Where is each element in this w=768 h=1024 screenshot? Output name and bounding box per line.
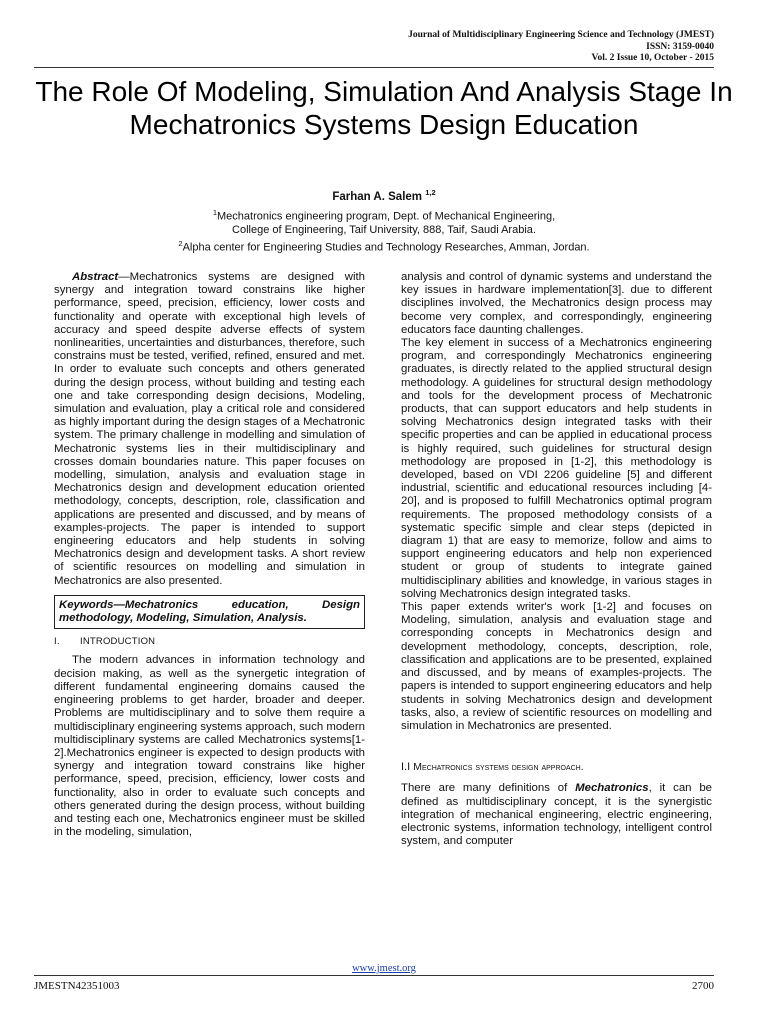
keywords-text: Keywords—Mechatronics education, Design methodology, Modeling, Simulation, Analysis.	[59, 598, 360, 625]
subsection-title: Mechatronics systems design approach.	[413, 761, 584, 774]
journal-volume: Vol. 2 Issue 10, October - 2015	[591, 53, 714, 63]
affiliation-1-superscript: 1	[212, 207, 218, 217]
section-heading-introduction	[54, 635, 365, 648]
author-block	[34, 186, 734, 255]
abstract-dash: —	[118, 271, 130, 283]
abstract-label: Abstract	[72, 271, 119, 283]
journal-header	[214, 30, 714, 65]
emphasized-term: Mechatronics	[575, 782, 649, 795]
introduction-paragraph-1: The modern advances in information technology and decision making, as well as the synergetic integration of different fundamental engineering domains caused the engineering problems to get harder, broader and deeper. Problems are multidisciplinary and to solve them require a multidisciplinary engineering systems approach, such modern multidisciplinary systems are called Mechatronics systems[1-2].Mechatronics engineer is expected to design products with synergy and integration toward constrains like higher performance, speed, precision, efficiency, lower costs and functionality, also in order to evaluate such concepts and others generated during the design process, without building and testing each one, Mechatronics engineer must be skilled in the modeling, simulation,	[54, 654, 365, 839]
left-column	[54, 271, 365, 839]
affiliation-2-superscript: 2	[178, 239, 183, 249]
footer-divider	[34, 975, 714, 976]
subsection-heading	[401, 761, 712, 774]
author-superscript: 1,2	[425, 188, 436, 197]
author-name-line	[34, 186, 734, 204]
right-paragraph-4	[401, 782, 712, 848]
abstract-text: Mechatronics systems are designed with synergy and integration toward constrains like higher performance, speed, precision, efficiency, lower costs and functionality and operate with exceptional high levels of accuracy and speed despite adverse effects of system nonlinearities, uncertainties and disturbances, therefore, such constrains must be tested, verified, refined, ensured and met. In order to evaluate such concepts and others generated during the design process, without building and testing each one and take corresponding design decisions, Modeling, simulation and evaluation, play a critical role and considered as highly important during the design stages of a Mechatronic system. The primary challenge in modelling and simulation of Mechatronic systems lies in their multidisciplinary and crosses domain boundaries nature. This paper focuses on modelling, simulation, analysis and evaluation stage in Mechatronics design and development education oriented methodology, concepts, description, role, classification and applications are presented and discussed, and by means of examples-projects. The paper is intended to support engineering educators and help students in solving Mechatronics design and development tasks. A short review of scientific resources on modelling and simulation in Mechatronics are also presented.	[54, 271, 365, 587]
affiliation-1-line-1	[34, 206, 734, 224]
affiliation-2-text: Alpha center for Engineering Studies and Technology Researches, Amman, Jordan.	[182, 242, 590, 255]
section-title: INTRODUCTION	[80, 636, 156, 648]
right-paragraph-3: This paper extends writer's work [1-2] and focuses on Modeling, simulation, analysis and evaluation stage and corresponding concepts in Mechatronics design and development methodology, concepts, description, role, classification and applications are to be presented, explained and discussed, and by means of examples-projects. The papers is intended to support engineering educators and help students in solving Mechatronics design and development tasks, also, a review of scientific resources on modelling and simulation in Mechatronics are presented.	[401, 601, 712, 732]
subsection-number: I.I	[401, 761, 411, 774]
keywords-box	[54, 595, 365, 629]
affiliation-1-text: Mechatronics engineering program, Dept. of Mechanical Engineering,	[217, 210, 556, 223]
right-paragraph-1: analysis and control of dynamic systems and understand the key issues in hardware implementation[3]. due to different disciplines involved, the Mechatronics design process may become very complex, and correspondingly, engineering educators face daunting challenges.	[401, 271, 712, 336]
paragraph-4-rest: , it can be defined as multidisciplinary concept, it is the synergistic integration of mechanical engineering, electric engineering, electronic systems, information technology, intelligent control system, and computer	[401, 782, 713, 848]
right-column	[401, 271, 712, 848]
affiliation-2-line	[34, 237, 734, 255]
body-columns	[54, 271, 714, 961]
page-number: 2700	[692, 980, 714, 992]
abstract-paragraph	[54, 271, 365, 588]
journal-name: Journal of Multidisciplinary Engineering Science and Technology (JMEST)	[408, 30, 714, 40]
right-paragraph-2: The key element in success of a Mechatronics engineering program, and correspondingly Mechatronics engineering graduates, is directly related to the applied structural design methodology. A guidelines for structural design methodology and tools for the development process of Mechatronic products, that can support educators and help students in solving Mechatronics design integrated tasks with their specific properties and can be applied in educational process is highly required, such guidelines for structural design methodology are proposed in [1-2], this methodology is developed, based on VDI 2206 guideline [5] and different industrial, scientific and educational resources including [4-20], and is proposed to fulfill Mechatronics optimal program requirements. The proposed methodology consists of a systematic specific simple and clear steps (depicted in diagram 1) that are easy to memorize, follow and aims to support engineering educators and help non experienced student or group of students to integrate gained multidisciplinary abilities and knowledge, in various stages in solving Mechatronics design integrated tasks.	[401, 337, 712, 600]
paper-id: JMESTN42351003	[34, 980, 120, 992]
header-divider	[34, 67, 714, 68]
affiliation-1-line-2: College of Engineering, Taif University, 888, Taif, Saudi Arabia.	[232, 224, 536, 237]
paragraph-4-start: There are many definitions of	[401, 782, 576, 795]
journal-url-link[interactable]: www.jmest.org	[352, 963, 416, 974]
journal-issn: ISSN: 3159-0040	[646, 41, 714, 52]
section-number: I.	[54, 636, 60, 648]
author-name: Farhan A. Salem	[332, 190, 423, 203]
paper-title: The Role Of Modeling, Simulation And Analysis Stage In Mechatronics Systems Design Education	[35, 76, 733, 140]
